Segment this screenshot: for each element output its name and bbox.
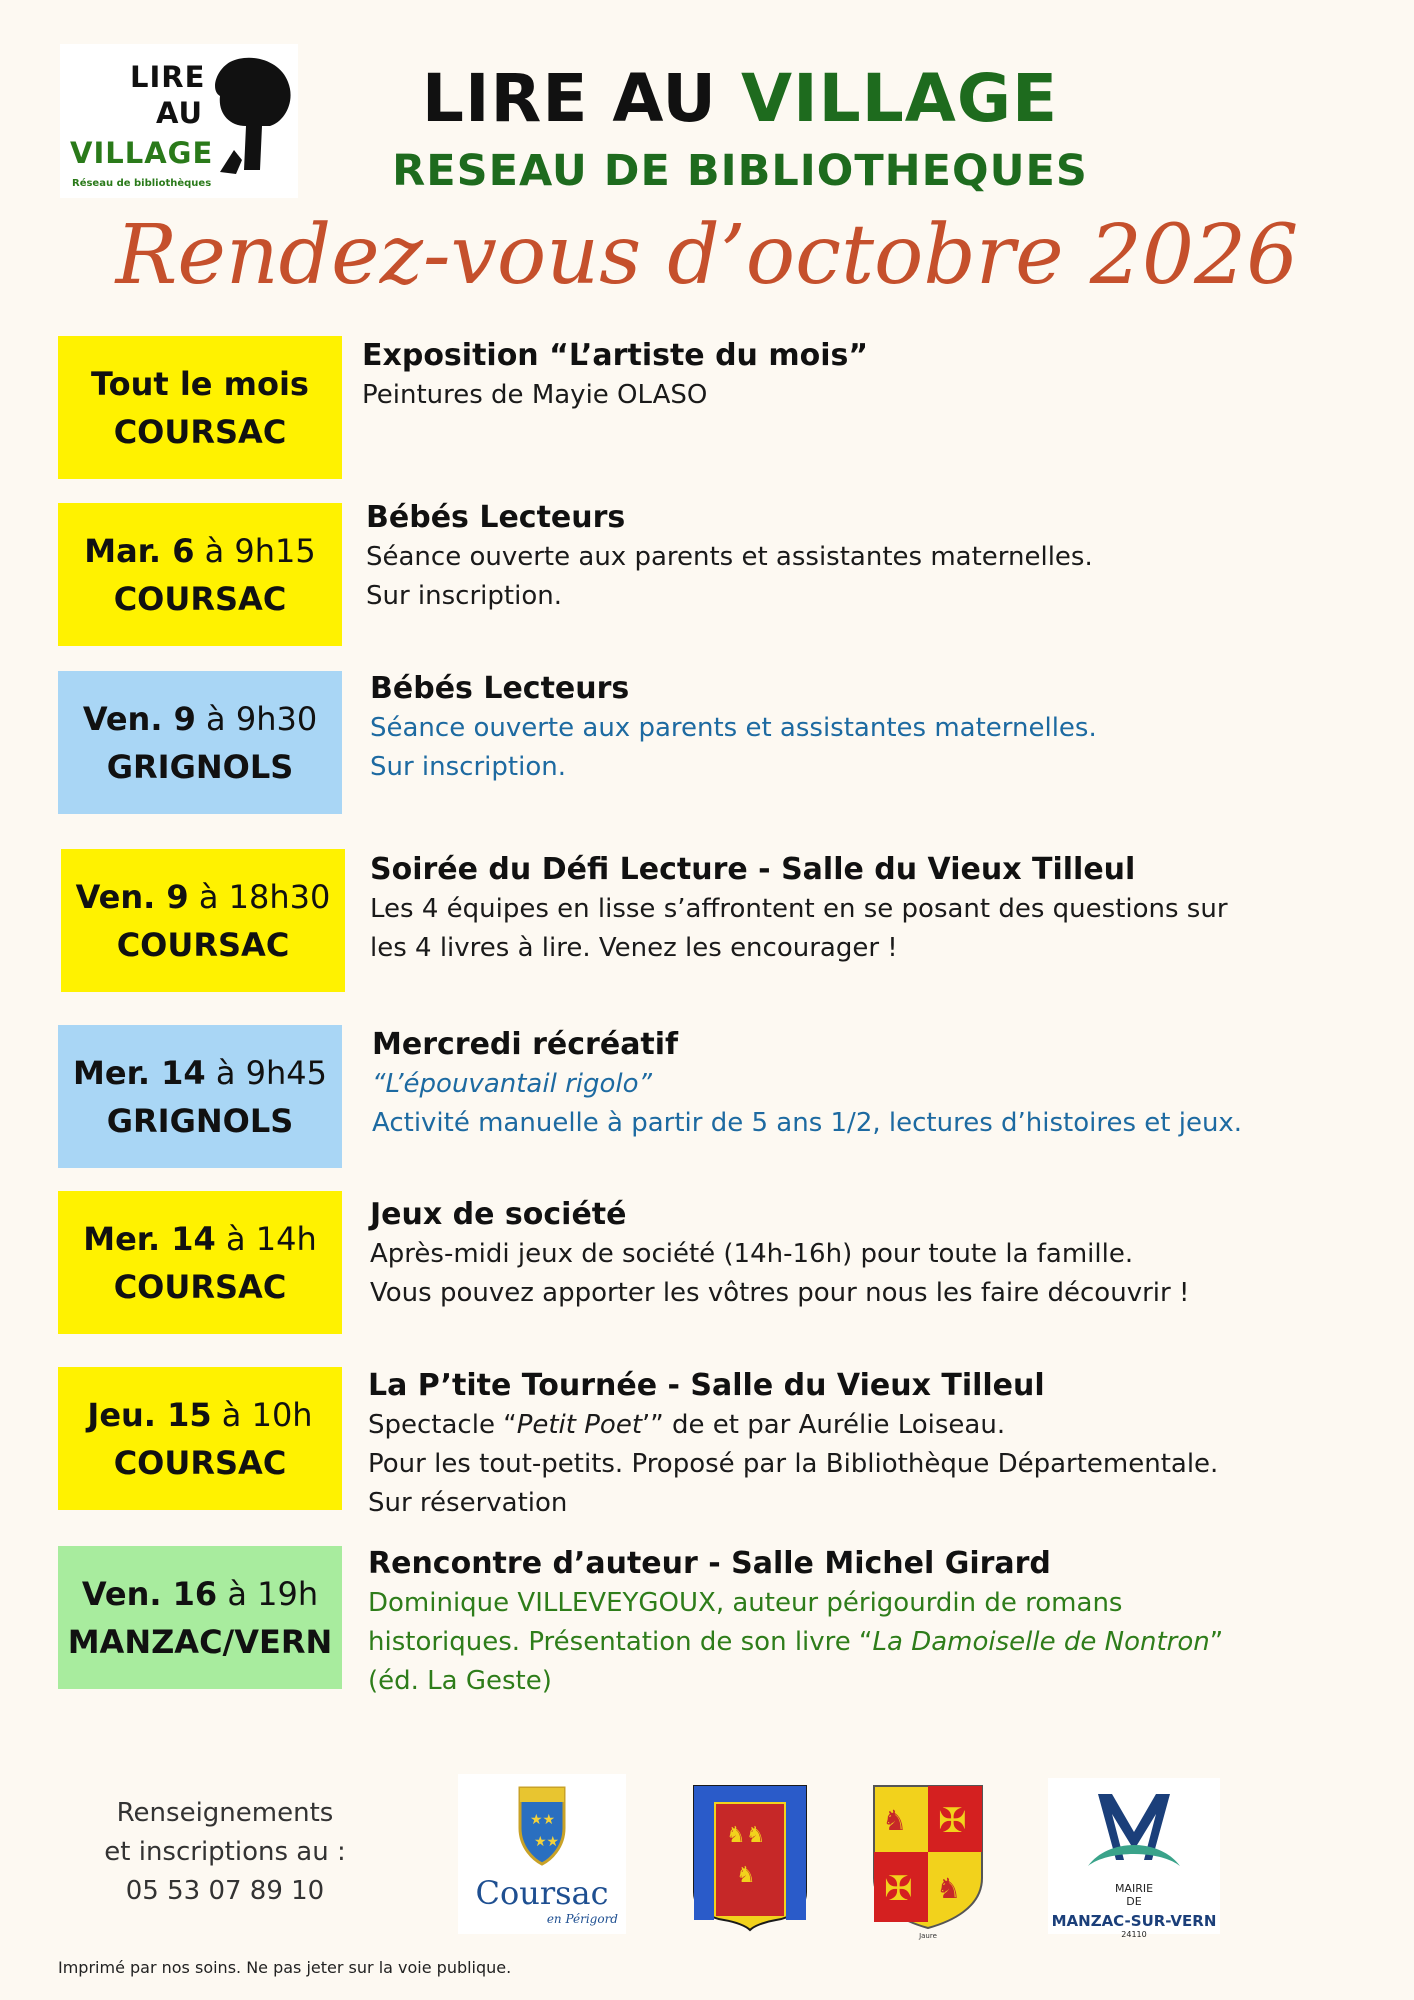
event-place: MANZAC/VERN: [67, 1622, 333, 1661]
coursac-shield-icon: [458, 1774, 626, 1874]
event-date-day: Tout le mois: [91, 364, 309, 403]
print-note: Imprimé par nos soins. Ne pas jeter sur la voie publique.: [58, 1958, 512, 1977]
page-title-part2: VILLAGE: [741, 60, 1059, 137]
logo-line-1: LIRE: [130, 60, 206, 94]
event-line: les 4 livres à lire. Venez les encourager !: [370, 933, 898, 963]
svg-text:★★: ★★: [530, 1812, 556, 1828]
logo-line-3: VILLAGE: [70, 136, 214, 170]
event-date-time: à 9h45: [205, 1053, 327, 1092]
event-place: COURSAC: [113, 1443, 287, 1482]
contact-line: et inscriptions au :: [104, 1837, 346, 1867]
event-title: Mercredi récréatif: [372, 1027, 679, 1062]
manzac-line: MAIRIE: [1114, 1882, 1154, 1895]
event-line: Sur inscription.: [366, 581, 562, 611]
svg-text:♞: ♞: [936, 1872, 962, 1905]
tree-icon: [200, 52, 296, 180]
event-details: [370, 669, 1414, 787]
event-line-italic: Petit Poet: [516, 1410, 643, 1440]
event-date: [82, 1570, 318, 1618]
page-subtitle: RESEAU DE BIBLIOTHEQUES: [392, 146, 1088, 196]
event-line: Dominique VILLEVEYGOUX, auteur périgourdin de romans: [368, 1588, 1123, 1618]
event-line: Vous pouvez apporter les vôtres pour nous les faire découvrir !: [370, 1278, 1190, 1308]
event-line-italic: La Damoiselle de Nontron: [872, 1627, 1210, 1657]
event-date: [76, 873, 331, 921]
date-box: [61, 849, 345, 992]
event-date-day: Jeu. 15: [87, 1395, 212, 1434]
event-date-day: Ven. 9: [82, 699, 196, 738]
month-heading: Rendez-vous d’octobre 2026: [115, 208, 1299, 303]
event-line: Peintures de Mayie OLASO: [362, 380, 708, 410]
page-title: [300, 60, 1180, 137]
phone-number: 05 53 07 89 10: [125, 1876, 325, 1906]
event-details: [368, 1544, 1414, 1701]
svg-text:♞: ♞: [736, 1863, 756, 1888]
event-line: Après-midi jeux de société (14h-16h) pour toute la famille.: [370, 1239, 1134, 1269]
event-line-italic: “L’épouvantail rigolo”: [372, 1069, 652, 1099]
date-box: [58, 1025, 342, 1168]
jaure-shield-icon: [870, 1782, 986, 1932]
event-details: [362, 336, 1414, 415]
event-date-time: à 10h: [211, 1395, 313, 1434]
event-line-part: ’” de et par Aurélie Loiseau.: [642, 1410, 1006, 1440]
event-date: [83, 1215, 317, 1263]
event-date: [91, 360, 309, 408]
svg-text:★★: ★★: [534, 1834, 560, 1850]
grignols-shield-icon: [690, 1782, 810, 1932]
event-place: GRIGNOLS: [106, 1101, 294, 1140]
date-box: [58, 503, 342, 646]
jaure-caption: Jaure: [919, 1932, 937, 1940]
event-date-day: Mar. 6: [84, 531, 195, 570]
svg-text:✠: ✠: [884, 1869, 913, 1909]
svg-text:♞: ♞: [882, 1804, 908, 1837]
event-line: Les 4 équipes en lisse s’affrontent en se posant des questions sur: [370, 894, 1228, 924]
event-details: [366, 498, 1414, 616]
event-date-day: Mer. 14: [83, 1219, 216, 1258]
event-date: [87, 1391, 312, 1439]
contact-info: [70, 1794, 380, 1911]
logo-line-2: AU: [156, 96, 204, 130]
event-date-time: à 19h: [217, 1574, 319, 1613]
event-title: Rencontre d’auteur - Salle Michel Girard: [368, 1546, 1051, 1581]
event-date-day: Mer. 14: [73, 1053, 206, 1092]
event-title: Exposition “L’artiste du mois”: [362, 338, 869, 373]
coursac-region: en Périgord: [546, 1912, 618, 1926]
date-box: [58, 1367, 342, 1510]
event-details: [370, 1195, 1414, 1313]
jaure-crest: [870, 1782, 986, 1944]
event-line: Séance ouverte aux parents et assistantes maternelles.: [366, 542, 1093, 572]
event-place: COURSAC: [116, 925, 290, 964]
event-place: COURSAC: [113, 1267, 287, 1306]
manzac-logo: [1048, 1778, 1220, 1939]
event-line: Sur inscription.: [370, 752, 566, 782]
event-date-time: à 9h15: [194, 531, 316, 570]
svg-text:✠: ✠: [938, 1801, 967, 1841]
event-date: [83, 695, 317, 743]
manzac-mairie: [1048, 1882, 1220, 1908]
date-box: [58, 336, 342, 479]
manzac-name: MANZAC-SUR-VERN: [1051, 1912, 1217, 1930]
date-box: [58, 1546, 342, 1689]
logo-subtitle: Réseau de bibliothèques: [72, 178, 212, 189]
event-line: Séance ouverte aux parents et assistantes maternelles.: [370, 713, 1097, 743]
contact-line: Renseignements: [116, 1798, 334, 1828]
event-line: Activité manuelle à partir de 5 ans 1/2, lectures d’histoires et jeux.: [372, 1108, 1243, 1138]
event-details: [368, 1366, 1414, 1523]
event-place: COURSAC: [113, 412, 287, 451]
event-details: [370, 850, 1414, 968]
coursac-logo: [458, 1774, 626, 1934]
svg-text:♞♞: ♞♞: [726, 1823, 766, 1848]
event-place: GRIGNOLS: [106, 747, 294, 786]
date-box: [58, 1191, 342, 1334]
manzac-zip: 24110: [1121, 1930, 1147, 1939]
event-title: Jeux de société: [370, 1197, 627, 1232]
event-line-part: historiques. Présentation de son livre “: [368, 1627, 873, 1657]
event-details: [372, 1025, 1414, 1143]
date-box: [58, 671, 342, 814]
event-line: Sur réservation: [368, 1488, 568, 1518]
coursac-name: Coursac: [475, 1874, 609, 1912]
grignols-crest: [690, 1782, 810, 1932]
event-date-day: Ven. 16: [81, 1574, 218, 1613]
event-line: (éd. La Geste): [368, 1666, 552, 1696]
event-title: La P’tite Tournée - Salle du Vieux Tilleul: [368, 1368, 1045, 1403]
event-date-time: à 18h30: [188, 877, 331, 916]
event-date-time: à 14h: [215, 1219, 317, 1258]
event-title: Soirée du Défi Lecture - Salle du Vieux Tilleul: [370, 852, 1136, 887]
manzac-m-icon: [1048, 1778, 1220, 1878]
event-title: Bébés Lecteurs: [370, 671, 630, 706]
event-title: Bébés Lecteurs: [366, 500, 626, 535]
event-date: [73, 1049, 327, 1097]
event-place: COURSAC: [113, 579, 287, 618]
event-date-day: Ven. 9: [75, 877, 189, 916]
page-title-part1: LIRE AU: [421, 60, 742, 137]
event-line: [368, 1623, 1414, 1662]
event-line: [372, 1065, 1414, 1104]
event-line: Pour les tout-petits. Proposé par la Bibliothèque Départementale.: [368, 1449, 1219, 1479]
lire-au-village-logo: [60, 44, 298, 198]
event-line: [368, 1406, 1414, 1445]
event-line-part: Spectacle “: [368, 1410, 517, 1440]
event-date: [84, 527, 316, 575]
manzac-line: DE: [1126, 1895, 1142, 1908]
event-line-part: ”: [1209, 1627, 1224, 1657]
event-date-time: à 9h30: [195, 699, 318, 738]
